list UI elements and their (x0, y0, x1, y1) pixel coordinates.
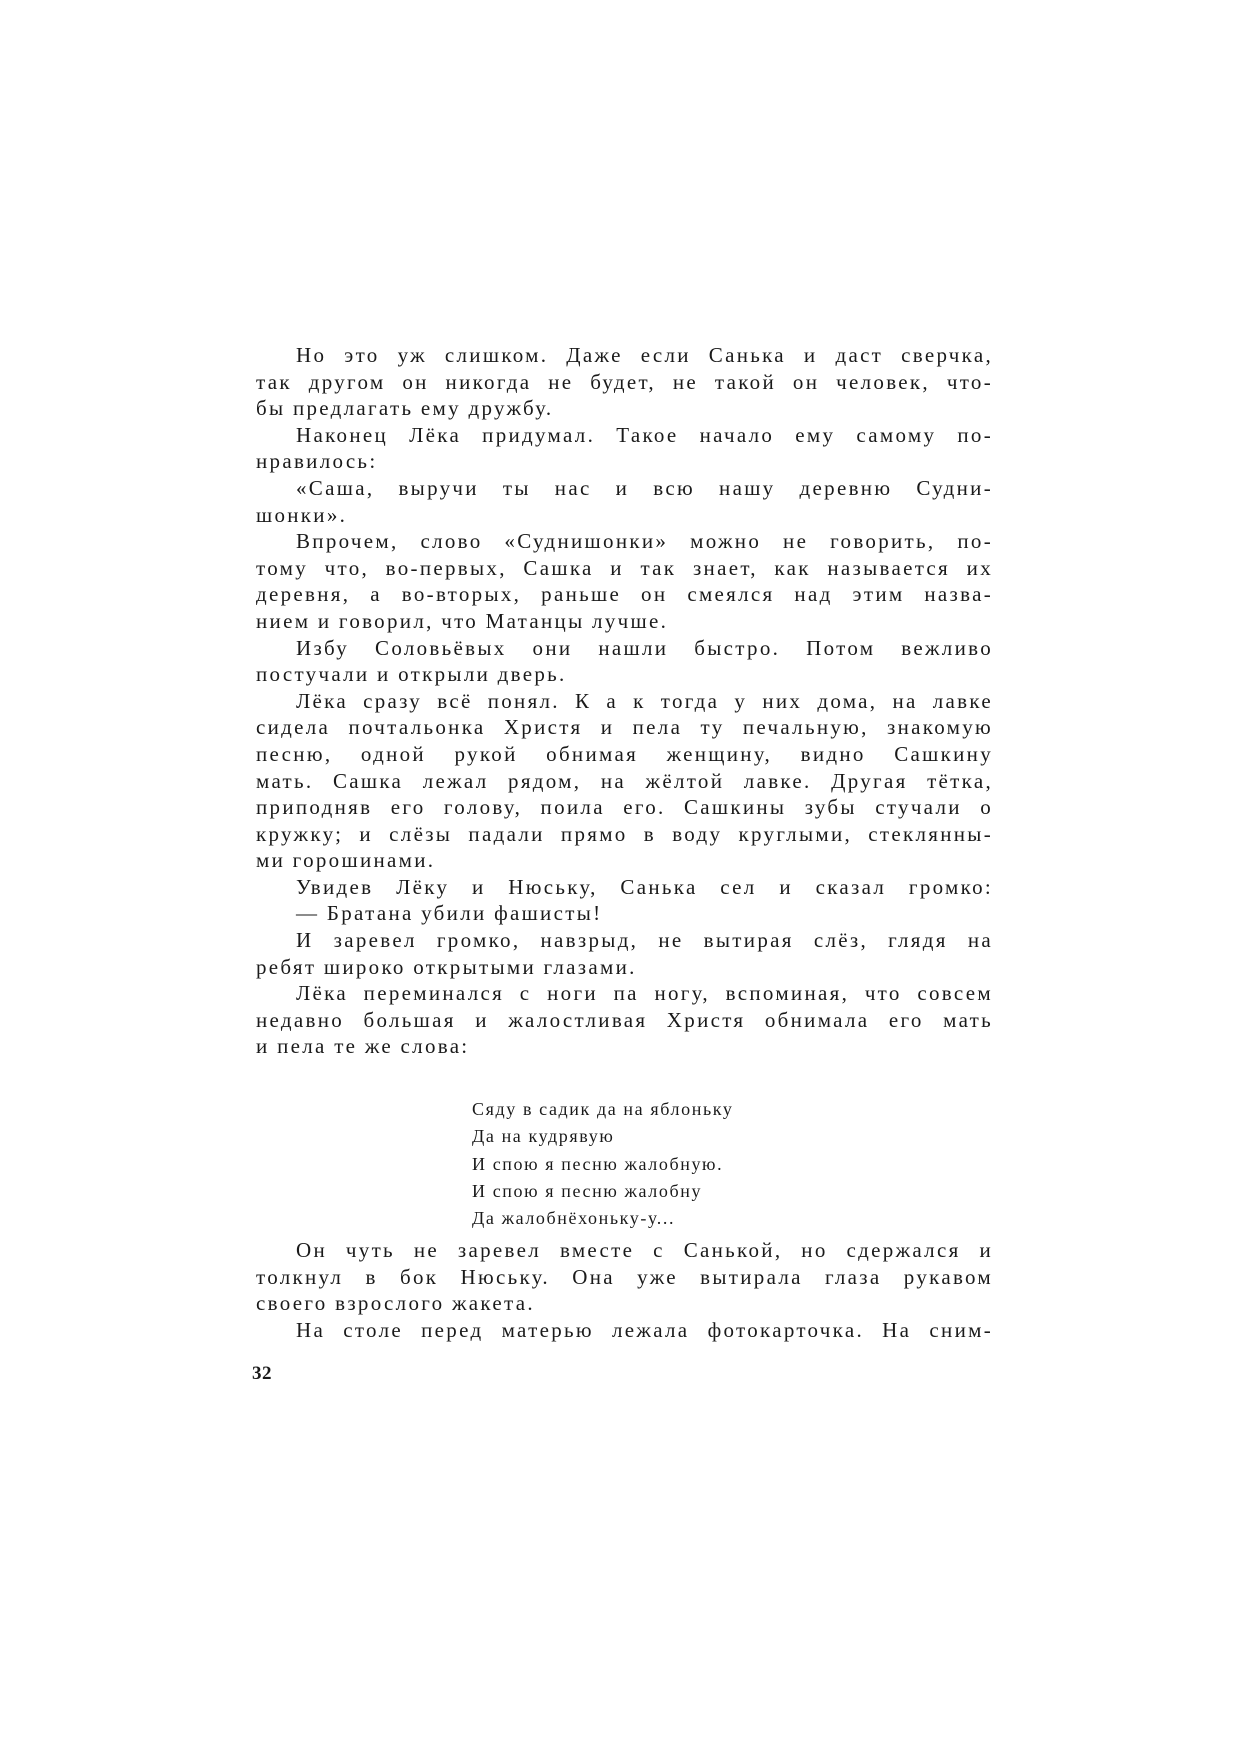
text-line: Избу Соловьёвых они нашли быстро. Потом вежливо (296, 635, 993, 660)
text-line: недавно большая и жалостливая Христя обнимала его мать (256, 1007, 993, 1032)
text-line: тому что, во-первых, Сашка и так знает, как называется их (256, 555, 993, 580)
poem-line: Сяду в садик да на яблоньку (472, 1099, 734, 1119)
closing-text-block (256, 1237, 993, 1343)
text-line: своего взрослого жакета. (256, 1291, 535, 1316)
text-line: кружку; и слёзы падали прямо в воду круглыми, стеклянны- (256, 821, 993, 846)
text-line: Он чуть не заревел вместе с Санькой, но сдержался и (296, 1238, 993, 1262)
poem-line: И спою я песню жалобну (472, 1180, 703, 1201)
main-text-block (256, 342, 993, 1060)
text-line: мать. Сашка лежал рядом, на жёлтой лавке. Другая тётка, (256, 768, 993, 793)
text-line: Впрочем, слово «Суднишонки» можно не говорить, по- (296, 529, 993, 554)
text-line: Но это уж слишком. Даже если Санька и даст сверчка, (296, 343, 993, 367)
text-line: сидела почтальонка Христя и пела ту печальную, знакомую (256, 715, 993, 740)
text-line: постучали и открыли дверь. (256, 662, 567, 687)
text-line: ми горошинами. (256, 848, 436, 873)
text-line: шонки». (256, 502, 348, 527)
poem-line: Да на кудрявую (472, 1126, 615, 1147)
text-line: И заревел громко, навзрыд, не вытирая слёз, глядя на (296, 928, 993, 953)
text-line: песню, одной рукой обнимая женщину, видно Сашкину (256, 741, 993, 766)
text-line: ребят широко открытыми глазами. (256, 954, 637, 979)
text-line: Наконец Лёка придумал. Такое начало ему самому по- (296, 422, 993, 447)
poem-line: Да жалобнёхоньку-у... (472, 1208, 676, 1229)
text-line: бы предлагать ему дружбу. (256, 396, 554, 421)
text-line: и пела те же слова: (256, 1034, 470, 1059)
text-line: — Братана убили фашисты! (296, 901, 603, 926)
text-line: так другом он никогда не будет, не такой он человек, что- (256, 369, 993, 394)
text-line: деревня, а во-вторых, раньше он смеялся над этим назва- (256, 582, 993, 607)
poem-stanza (472, 1096, 733, 1232)
poem-line: И спою я песню жалобную. (472, 1153, 724, 1174)
text-line: «Саша, выручи ты нас и всю нашу деревню Судни- (296, 475, 993, 500)
text-line: На столе перед матерью лежала фотокарточка. На сним- (296, 1317, 993, 1342)
text-line: нием и говорил, что Матанцы лучше. (256, 608, 669, 633)
text-line: нравилось: (256, 449, 378, 474)
text-line: толкнул в бок Нюську. Она уже вытирала глаза рукавом (256, 1264, 993, 1289)
text-line: Лёка переминался с ноги па ногу, вспоминая, что совсем (296, 981, 993, 1006)
text-line: Лёка сразу всё понял. К а к тогда у них дома, на лавке (296, 688, 993, 713)
text-line: Увидев Лёку и Нюську, Санька сел и сказал громко: (296, 874, 993, 899)
page-number: 32 (252, 1363, 272, 1384)
text-line: приподняв его голову, поила его. Сашкины зубы стучали о (256, 795, 993, 820)
